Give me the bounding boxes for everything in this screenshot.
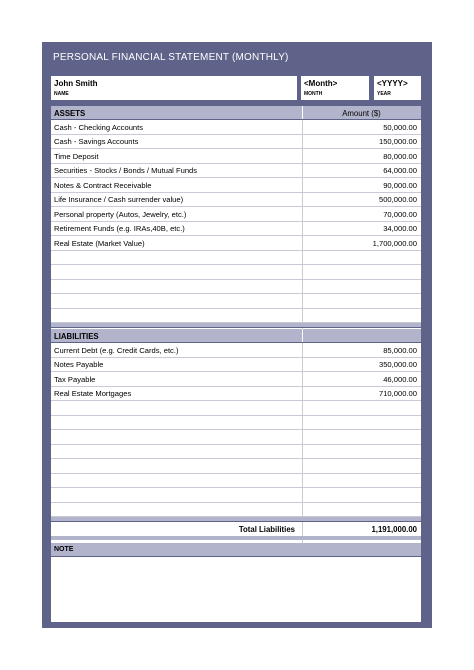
- asset-row-label: Cash - Savings Accounts: [54, 137, 139, 146]
- asset-row[interactable]: [51, 120, 421, 135]
- liability-row-label: Current Debt (e.g. Credit Cards, etc.): [54, 345, 179, 355]
- month-value: <Month>: [304, 79, 338, 88]
- assets-heading: ASSETS: [54, 108, 86, 118]
- liability-row[interactable]: [51, 343, 421, 358]
- asset-rows: [51, 120, 421, 323]
- asset-row-amount: 90,000.00: [383, 180, 417, 190]
- note-heading: NOTE: [54, 545, 74, 553]
- asset-row[interactable]: [51, 164, 421, 179]
- liability-row[interactable]: [51, 416, 421, 431]
- asset-row[interactable]: [51, 207, 421, 222]
- asset-row-amount: 70,000.00: [383, 209, 417, 219]
- asset-row[interactable]: [51, 222, 421, 237]
- total-liabilities-value: 1,191,000.00: [371, 525, 417, 534]
- liability-row-label: Notes Payable: [54, 360, 104, 369]
- liability-row[interactable]: [51, 430, 421, 445]
- asset-row-label: Real Estate (Market Value): [54, 238, 145, 248]
- asset-row[interactable]: [51, 309, 421, 324]
- asset-row[interactable]: [51, 193, 421, 208]
- liability-row[interactable]: [51, 503, 421, 518]
- asset-row[interactable]: [51, 280, 421, 295]
- asset-row[interactable]: [51, 251, 421, 266]
- asset-row-amount: 50,000.00: [383, 122, 417, 132]
- asset-row-label: Life Insurance / Cash surrender value): [54, 195, 184, 204]
- liability-row-amount: 85,000.00: [383, 345, 417, 355]
- asset-row-label: Securities - Stocks / Bonds / Mutual Funds: [54, 166, 198, 175]
- liability-row[interactable]: [51, 445, 421, 460]
- name-field[interactable]: [51, 76, 297, 100]
- liabilities-header: [51, 329, 421, 343]
- year-field[interactable]: [374, 76, 421, 100]
- asset-row[interactable]: [51, 294, 421, 309]
- asset-row-label: Personal property (Autos, Jewelry, etc.): [54, 209, 187, 219]
- note-area[interactable]: [51, 557, 421, 622]
- asset-row[interactable]: [51, 149, 421, 164]
- liabilities-table: [51, 329, 421, 555]
- month-field[interactable]: [301, 76, 369, 100]
- total-liabilities-label: Total Liabilities: [238, 525, 295, 534]
- liabilities-heading: LIABILITIES: [54, 331, 99, 341]
- asset-row[interactable]: [51, 265, 421, 280]
- amount-heading: Amount ($): [342, 108, 381, 118]
- asset-row-label: Retirement Funds (e.g. IRAs,40B, etc.): [54, 224, 185, 233]
- asset-row-label: Cash - Checking Accounts: [54, 122, 144, 132]
- asset-row[interactable]: [51, 236, 421, 251]
- liability-row-label: Real Estate Mortgages: [54, 389, 132, 398]
- total-liabilities-row: [51, 521, 421, 536]
- asset-row-amount: 34,000.00: [383, 224, 417, 233]
- note-header: [51, 543, 421, 556]
- month-label: MONTH: [304, 91, 323, 97]
- asset-row-amount: 64,000.00: [383, 166, 417, 175]
- asset-row-label: Notes & Contract Receivable: [54, 180, 152, 190]
- liability-rows: [51, 343, 421, 517]
- liability-row-label: Tax Payable: [54, 374, 96, 384]
- asset-row-amount: 150,000.00: [378, 137, 417, 146]
- liability-row-amount: 350,000.00: [378, 360, 417, 369]
- liability-row[interactable]: [51, 387, 421, 402]
- liability-row[interactable]: [51, 488, 421, 503]
- liability-row[interactable]: [51, 401, 421, 416]
- assets-table: [51, 106, 421, 342]
- liability-row-amount: 46,000.00: [383, 374, 417, 384]
- asset-row[interactable]: [51, 178, 421, 193]
- assets-header: [51, 106, 421, 120]
- liability-row[interactable]: [51, 372, 421, 387]
- year-label: YEAR: [377, 91, 391, 97]
- liability-row[interactable]: [51, 358, 421, 373]
- asset-row[interactable]: [51, 135, 421, 150]
- name-value: John Smith: [54, 79, 98, 88]
- asset-row-label: Time Deposit: [54, 151, 99, 161]
- liability-row[interactable]: [51, 459, 421, 474]
- statement-title: PERSONAL FINANCIAL STATEMENT (MONTHLY): [53, 52, 289, 63]
- asset-row-amount: 1,700,000.00: [372, 238, 417, 248]
- liability-row[interactable]: [51, 474, 421, 489]
- asset-row-amount: 500,000.00: [378, 195, 417, 204]
- statement-frame: [42, 42, 432, 628]
- liability-row-amount: 710,000.00: [378, 389, 417, 398]
- year-value: <YYYY>: [377, 79, 408, 88]
- name-label: NAME: [54, 91, 69, 97]
- asset-row-amount: 80,000.00: [383, 151, 417, 161]
